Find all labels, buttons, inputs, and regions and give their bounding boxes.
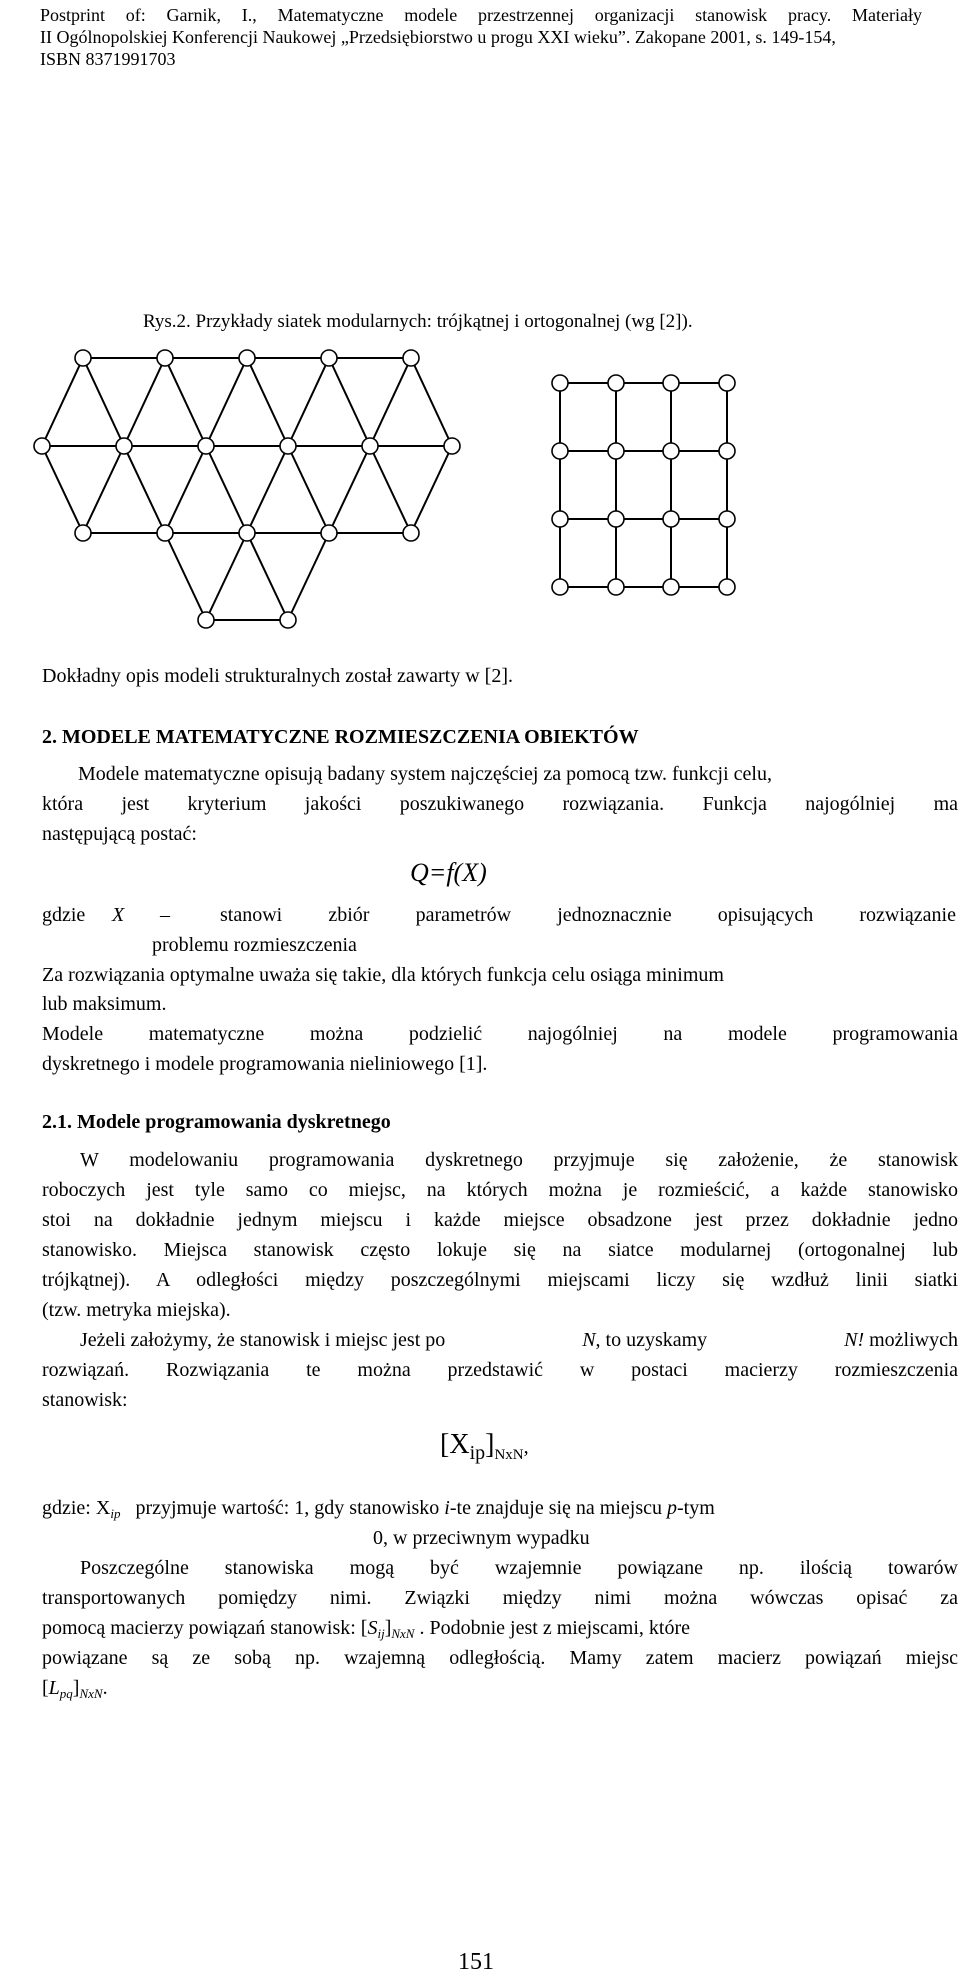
matrix-variable: X xyxy=(449,1429,470,1460)
bracket-open: [ xyxy=(440,1429,450,1460)
grid-node xyxy=(663,375,679,391)
matrix-size: NxN xyxy=(79,1686,103,1701)
formula-objective-function: Q=f(X) xyxy=(410,858,487,887)
grid-node xyxy=(403,525,419,541)
math-variable: N! xyxy=(844,1329,865,1351)
grid-node xyxy=(719,511,735,527)
grid-edge xyxy=(288,446,329,533)
text-segment: gdzie: xyxy=(42,1497,91,1519)
relations-para-line-4: powiązane są ze sobą np. wzajemną odległością. Mamy zatem macierz powiązań miejsc xyxy=(42,1647,958,1669)
figure-caption: Rys.2. Przykłady siatek modularnych: trójkątnej i ortogonalnej (wg [2]). xyxy=(143,311,693,332)
grid-edge xyxy=(165,358,206,446)
grid-node xyxy=(552,579,568,595)
grid-edge xyxy=(370,358,411,446)
grid-edge xyxy=(288,358,329,446)
math-subscript: pq xyxy=(59,1686,73,1701)
text-segment: , to uzyskamy xyxy=(595,1329,708,1351)
grid-node xyxy=(321,525,337,541)
optimal-line-1: Za rozwiązania optymalne uważa się takie, dla których funkcja celu osiąga minimum xyxy=(42,964,724,986)
section2-line-1: Modele matematyczne opisują badany system najczęściej za pomocą tzw. funkcji celu, xyxy=(78,763,772,785)
math-variable: i xyxy=(444,1497,450,1519)
matrix-size: NxN xyxy=(391,1626,415,1641)
text-segment xyxy=(582,1328,707,1352)
grid-node xyxy=(157,350,173,366)
grid-edge xyxy=(83,358,124,446)
discrete-para-line-3: stoi na dokładnie jednym miejscu i każde miejsce obsadzone jest przez dokładnie jedno xyxy=(42,1209,958,1231)
grid-edge xyxy=(288,533,329,620)
matrix-size: NxN xyxy=(494,1447,524,1463)
grid-node xyxy=(608,511,624,527)
grid-node xyxy=(608,375,624,391)
grid-node xyxy=(34,438,50,454)
grid-node xyxy=(75,525,91,541)
grid-node xyxy=(403,350,419,366)
text-segment: przyjmuje wartość: 1, gdy stanowisko xyxy=(135,1497,440,1519)
grid-node xyxy=(157,525,173,541)
grid-node xyxy=(321,350,337,366)
grid-node xyxy=(552,375,568,391)
grid-edge xyxy=(247,358,288,446)
relations-para-line-1: Poszczególne stanowiska mogą być wzajemnie powiązane np. ilością towarów xyxy=(80,1557,958,1579)
where-definition-line-1: stanowi zbiór parametrów jednoznacznie opisujących rozwiązanie xyxy=(220,904,956,926)
publication-header xyxy=(40,4,922,70)
discrete-para2-line-3: stanowisk: xyxy=(42,1389,128,1411)
grid-edge xyxy=(42,446,83,533)
grid-node xyxy=(719,375,735,391)
grid-edge xyxy=(411,446,452,533)
text-segment: -tym xyxy=(677,1497,715,1519)
grid-node xyxy=(198,612,214,628)
grid-node xyxy=(198,438,214,454)
grid-node xyxy=(444,438,460,454)
grid-node xyxy=(663,443,679,459)
bracket-open: [ xyxy=(42,1677,49,1699)
grid-edge xyxy=(83,446,124,533)
math-variable: L xyxy=(48,1677,60,1699)
math-subscript: ij xyxy=(377,1626,385,1641)
bracket-close: ] xyxy=(384,1617,392,1639)
relations-para-line-3 xyxy=(42,1616,690,1640)
relations-para-line-5 xyxy=(42,1676,108,1700)
discrete-para-line-6: (tzw. metryka miejska). xyxy=(42,1299,231,1321)
grid-node xyxy=(719,443,735,459)
grid-node xyxy=(116,438,132,454)
discrete-para-line-4: stanowisko. Miejsca stanowisk często lokuje się na siatce modularnej (ortogonalnej lub xyxy=(42,1239,958,1261)
grid-edge xyxy=(165,533,206,620)
page-number: 151 xyxy=(458,1949,494,1975)
grid-node xyxy=(362,438,378,454)
division-line-2: dyskretnego i modele programowania nieliniowego [1]. xyxy=(42,1053,488,1075)
math-variable: N xyxy=(582,1329,596,1351)
comma: , xyxy=(523,1436,529,1458)
section-heading-2-1: 2.1. Modele programowania dyskretnego xyxy=(42,1111,391,1133)
section2-line-2: która jest kryterium jakości poszukiwanego rozwiązania. Funkcja najogólniej ma xyxy=(42,793,958,815)
grid-node xyxy=(280,438,296,454)
grid-edge xyxy=(124,446,165,533)
math-variable: X xyxy=(95,1497,111,1519)
discrete-para2-line-1 xyxy=(80,1328,958,1352)
grid-node xyxy=(719,579,735,595)
discrete-para-line-5: trójkątnej). A odległości między poszczególnymi miejscami liczy się wzdłuż linii siatki xyxy=(42,1269,958,1291)
discrete-para-line-2: roboczych jest tyle samo co miejsc, na których można je rozmieścić, a każde stanowisko xyxy=(42,1179,958,1201)
formula-placement-matrix xyxy=(440,1428,529,1472)
triangular-grid-figure xyxy=(30,340,480,630)
grid-node xyxy=(608,443,624,459)
orthogonal-grid-figure xyxy=(540,370,755,600)
paragraph-structural-models: Dokładny opis modeli strukturalnych został zawarty w [2]. xyxy=(42,665,513,687)
math-variable: p xyxy=(667,1497,677,1519)
grid-edge xyxy=(42,358,83,446)
discrete-para2-line-2: rozwiązań. Rozwiązania te można przedstawić w postaci macierzy rozmieszczenia xyxy=(42,1359,958,1381)
text-segment xyxy=(844,1328,958,1352)
grid-edge xyxy=(329,446,370,533)
grid-edge xyxy=(206,358,247,446)
grid-edge xyxy=(206,446,247,533)
text-segment: Jeżeli założymy, że stanowisk i miejsc jest po xyxy=(80,1329,446,1351)
grid-edge xyxy=(124,358,165,446)
text-segment: . xyxy=(102,1677,108,1699)
text-segment: pomocą macierzy powiązań stanowisk: [ xyxy=(42,1617,368,1639)
where-dash: – xyxy=(160,904,170,926)
header-line-3: ISBN 8371991703 xyxy=(40,49,176,69)
grid-edge xyxy=(370,446,411,533)
matrix-subscript: ip xyxy=(469,1442,486,1464)
text-segment: . Podobnie jest z miejscami, które xyxy=(414,1617,690,1639)
math-subscript: ip xyxy=(110,1506,121,1521)
grid-edge xyxy=(329,358,370,446)
grid-node xyxy=(239,350,255,366)
grid-node xyxy=(608,579,624,595)
section-heading-2: 2. MODELE MATEMATYCZNE ROZMIESZCZENIA OBIEKTÓW xyxy=(42,726,639,748)
bracket-close: ] xyxy=(72,1677,80,1699)
grid-edge xyxy=(247,446,288,533)
grid-node xyxy=(239,525,255,541)
where-variable: X xyxy=(112,904,125,926)
grid-edge xyxy=(411,358,452,446)
text-segment: możliwych xyxy=(869,1329,958,1351)
bracket-close: ] xyxy=(485,1429,495,1460)
discrete-para-line-1: W modelowaniu programowania dyskretnego przyjmuje się założenie, że stanowisk xyxy=(80,1149,958,1171)
where-label: gdzie xyxy=(42,904,86,926)
text-segment: -te znajduje się na miejscu xyxy=(449,1497,662,1519)
grid-node xyxy=(552,443,568,459)
grid-node xyxy=(75,350,91,366)
grid-node xyxy=(663,579,679,595)
math-variable: S xyxy=(367,1617,378,1639)
header-line-2: II Ogólnopolskiej Konferencji Naukowej „Przedsiębiorstwo u progu XXI wieku”. Zakopane 2001, s. 149-154, xyxy=(40,27,836,47)
relations-para-line-2: transportowanych pomiędzy nimi. Związki między nimi można wówczas opisać za xyxy=(42,1587,958,1609)
grid-edge xyxy=(206,533,247,620)
division-line-1: Modele matematyczne można podzielić najogólniej na modele programowania xyxy=(42,1023,958,1045)
optimal-line-2: lub maksimum. xyxy=(42,993,167,1015)
header-line-1: Postprint of: Garnik, I., Matematyczne modele przestrzennej organizacji stanowisk pracy. Materiały xyxy=(40,5,922,25)
grid-edge xyxy=(247,533,288,620)
gdzie-definition-line-2: 0, w przeciwnym wypadku xyxy=(373,1527,590,1549)
gdzie-definition-line-1 xyxy=(42,1496,715,1520)
grid-edge xyxy=(165,446,206,533)
grid-node xyxy=(663,511,679,527)
grid-node xyxy=(280,612,296,628)
section2-line-3: następującą postać: xyxy=(42,823,197,845)
where-definition-line-2: problemu rozmieszczenia xyxy=(152,934,357,956)
grid-node xyxy=(552,511,568,527)
